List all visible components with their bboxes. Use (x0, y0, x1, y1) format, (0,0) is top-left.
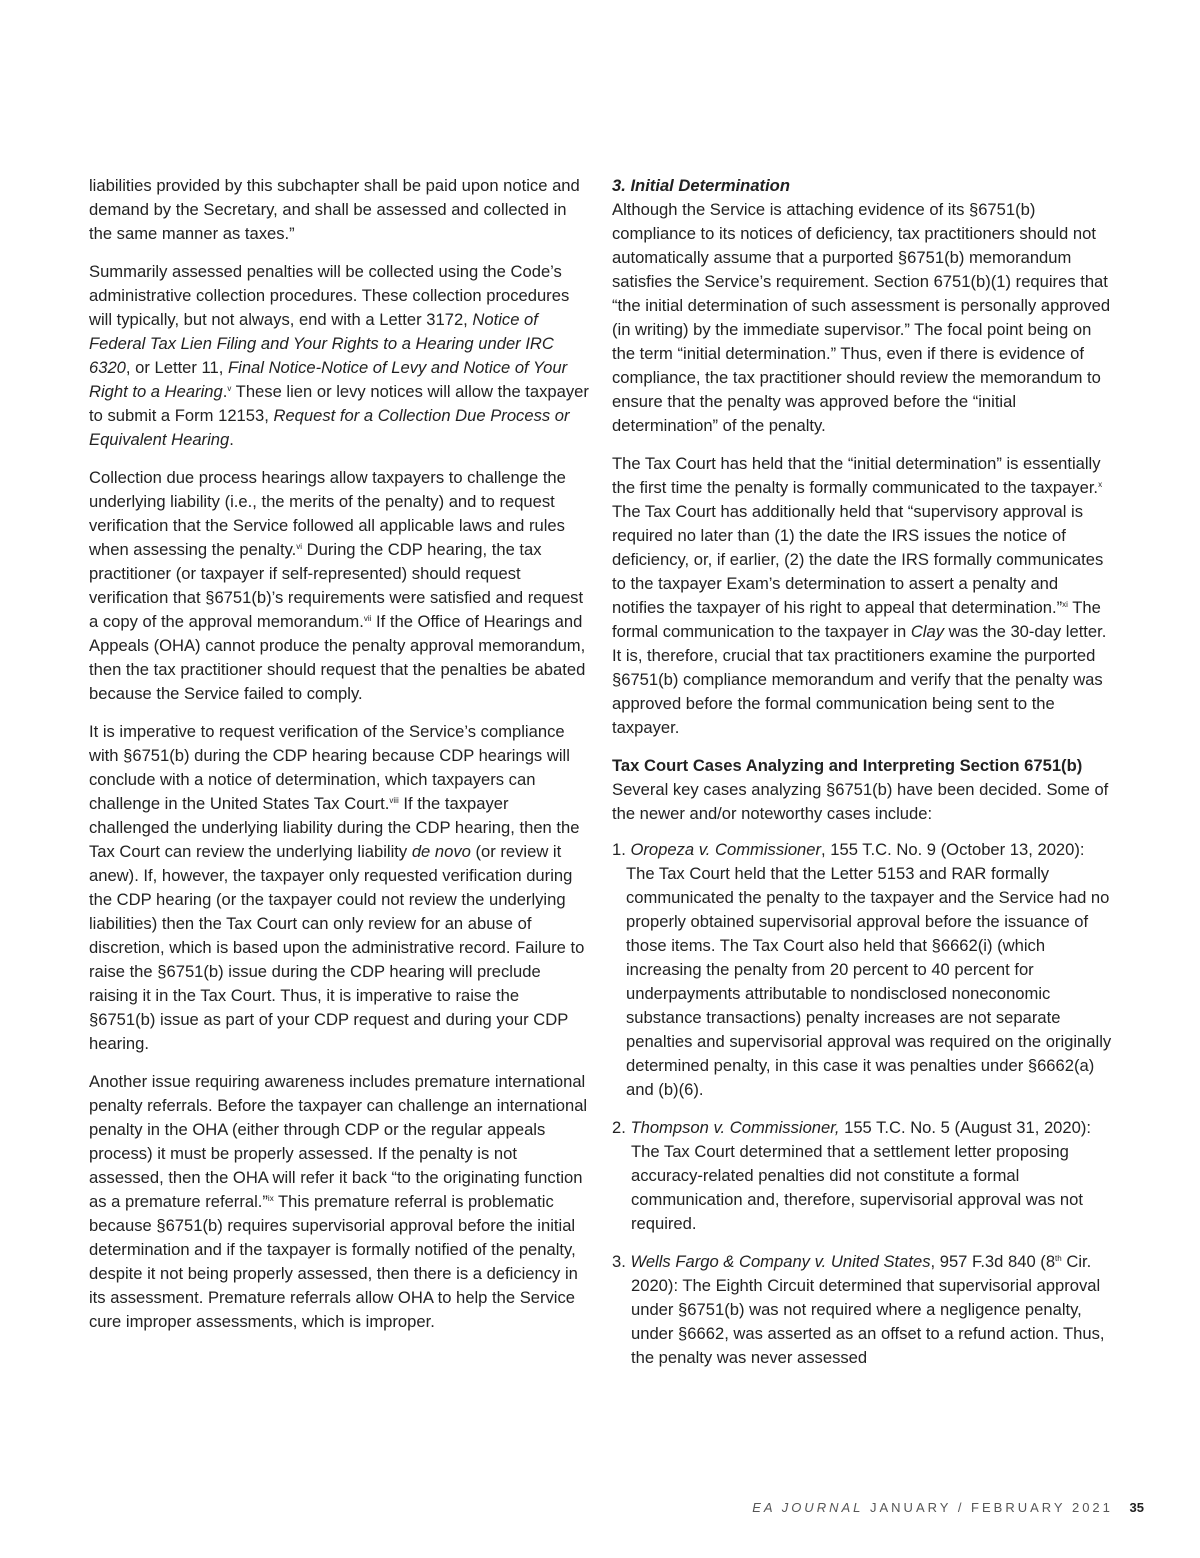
left-column (89, 174, 589, 1348)
text-run: , or Letter 11, (125, 358, 228, 377)
case-item (612, 838, 1112, 1102)
footer-issue-date: JANUARY / FEBRUARY 2021 (870, 1500, 1113, 1515)
italic-text: Oropeza v. Commissioner (630, 840, 822, 859)
text-run: . (222, 382, 228, 401)
section-subheading: 3. Initial Determination (612, 176, 790, 195)
text-run: , 155 T.C. No. 9 (October 13, 2020): The Tax Court held that the Letter 5153 and RAR formally communicated the penalty to the taxpayer and the Service had no properly obtained supervisorial approval before the issuance of those items. The Tax Court also held that §6662(i) (which increasing the penalty from 20 percent to 40 percent for underpayments attributable to nondisclosed noneconomic substance transactions) penalty increases are not separate penalties and supervisorial approval was required on the originally determined penalty, in this case it was penalties under §6662(a) and (b)(6). (626, 840, 1112, 1099)
italic-text: Wells Fargo & Company v. United States (630, 1252, 931, 1271)
footnote-ref: xi (1062, 600, 1068, 609)
right-column (612, 174, 1112, 1384)
footnote-ref: vii (363, 614, 372, 623)
text-run: Although the Service is attaching evidence of its §6751(b) compliance to its notices of deficiency, tax practitioners should not automatically assume that a purported §6751(b) memorandum satisfies the Service’s requirement. Section 6751(b)(1) requires that “the initial determination of such assessment is personally approved (in writing) by the immediate supervisor.” The focal point being on the term “initial determination.” Thus, even if there is evidence of compliance, the tax practitioner should review the memorandum to ensure that the penalty was approved before the “initial determination” of the penalty. (612, 200, 1111, 435)
footnote-ref: viii (389, 796, 399, 805)
footnote-ref: th (1055, 1254, 1062, 1263)
right-paragraph (612, 452, 1112, 740)
text-run: These lien or levy notices will allow the taxpayer to submit a Form 12153, (89, 382, 589, 425)
cases-intro: Several key cases analyzing §6751(b) have been decided. Some of the newer and/or noteworthy cases include: (612, 780, 1109, 823)
italic-text: Thompson v. Commissioner, (630, 1118, 840, 1137)
text-run: The formal communication to the taxpayer in (612, 598, 1101, 641)
text-run: The Tax Court has additionally held that “supervisory approval is required no later than (1) the date the IRS issues the notice of deficiency, or, if earlier, (2) the date the IRS formally communicates to the taxpayer Exam’s determination to assert a penalty and notifies the taxpayer of his right to appeal that determination.” (612, 502, 1104, 617)
text-run: Cir. 2020): The Eighth Circuit determined that supervisorial approval under §6751(b) was not required where a negligence penalty, under §6662, was asserted as an offset to a refund action. Thus, the penalty was never assessed (631, 1252, 1105, 1367)
text-run: If the Office of Hearings and Appeals (OHA) cannot produce the penalty approval memorandum, then the tax practitioner should request that the penalties be abated because the Service failed to comply. (89, 612, 586, 703)
left-paragraph (89, 174, 589, 246)
left-paragraph (89, 1070, 589, 1334)
left-paragraph (89, 260, 589, 452)
text-run: If the taxpayer challenged the underlying liability during the CDP hearing, then the Tax Court can review the underlying liability (89, 794, 580, 861)
footnote-ref: x (1098, 480, 1103, 489)
text-run: was the 30-day letter. It is, therefore, crucial that tax practitioners examine the purported §6751(b) compliance memorandum and verify that the penalty was approved before the formal communication being sent to the taxpayer. (612, 622, 1107, 737)
italic-text: Notice of Federal Tax Lien Filing and Your Rights to a Hearing under IRC 6320 (89, 310, 554, 377)
text-run: . (229, 430, 234, 449)
text-run: Collection due process hearings allow taxpayers to challenge the underlying liability (i.e., the merits of the penalty) and to request verification that the Service followed all applicable laws and rules when assessing the penalty. (89, 468, 566, 559)
text-run: liabilities provided by this subchapter shall be paid upon notice and demand by the Secretary, and shall be assessed and collected in the same manner as taxes.” (89, 176, 580, 243)
left-paragraph (89, 466, 589, 706)
text-run: It is imperative to request verification of the Service’s compliance with §6751(b) during the CDP hearing because CDP hearings will conclude with a notice of determination, which taxpayers can challenge in the United States Tax Court. (89, 722, 570, 813)
text-run: 1. (612, 840, 631, 859)
text-run: Summarily assessed penalties will be collected using the Code’s administrative collection procedures. These collection procedures will typically, but not always, end with a Letter 3172, (89, 262, 570, 329)
page-footer (752, 1500, 1144, 1515)
right-paragraph (612, 198, 1112, 438)
italic-text: Final Notice-Notice of Levy and Notice of Your Right to a Hearing (89, 358, 568, 401)
text-run: 2. (612, 1118, 631, 1137)
text-run: 155 T.C. No. 5 (August 31, 2020): The Tax Court determined that a settlement letter proposing accuracy-related penalties did not constitute a formal communication and, therefore, supervisorial approval was not required. (631, 1118, 1091, 1233)
text-run: (or review it anew). If, however, the taxpayer only requested verification during the CDP hearing (or the taxpayer could not review the underlying liabilities) then the Tax Court can only review for an abuse of discretion, which is based upon the administrative record. Failure to raise the §6751(b) issue during the CDP hearing will preclude raising it in the Tax Court. Thus, it is imperative to raise the §6751(b) issue as part of your CDP request and during your CDP hearing. (89, 842, 585, 1053)
text-run: Another issue requiring awareness includes premature international penalty referrals. Before the taxpayer can challenge an international penalty in the OHA (either through CDP or the regular appeals process) it must be properly assessed. If the penalty is not assessed, then the OHA will refer it back “to the originating function as a premature referral.” (89, 1072, 588, 1211)
footnote-ref: vi (296, 542, 303, 551)
text-run: 3. (612, 1252, 631, 1271)
case-item (612, 1116, 1112, 1236)
italic-text: Clay (910, 622, 945, 641)
page-number: 35 (1129, 1500, 1144, 1515)
text-run: The Tax Court has held that the “initial determination” is essentially the first time the penalty is formally communicated to the taxpayer. (612, 454, 1101, 497)
text-run: During the CDP hearing, the tax practitioner (or taxpayer if self-represented) should request verification that §6751(b)’s requirements were satisfied and request a copy of the approval memorandum. (89, 540, 584, 631)
text-run: This premature referral is problematic because §6751(b) requires supervisorial approval before the initial determination and if the taxpayer is formally notified of the penalty, despite it not being properly assessed, then there is a deficiency in its assessment. Premature referrals allow OHA to help the Service cure improper assessments, which is improper. (89, 1192, 578, 1331)
italic-text: de novo (411, 842, 471, 861)
cases-heading: Tax Court Cases Analyzing and Interpreting Section 6751(b) (612, 756, 1083, 775)
footnote-ref: ix (267, 1194, 274, 1203)
footnote-ref: v (227, 384, 232, 393)
footer-magazine-name: EA JOURNAL (752, 1500, 864, 1515)
italic-text: Request for a Collection Due Process or Equivalent Hearing (89, 406, 570, 449)
cases-list (612, 838, 1112, 1370)
text-run: , 957 F.3d 840 (8 (930, 1252, 1056, 1271)
case-item (612, 1250, 1112, 1370)
left-paragraph (89, 720, 589, 1056)
